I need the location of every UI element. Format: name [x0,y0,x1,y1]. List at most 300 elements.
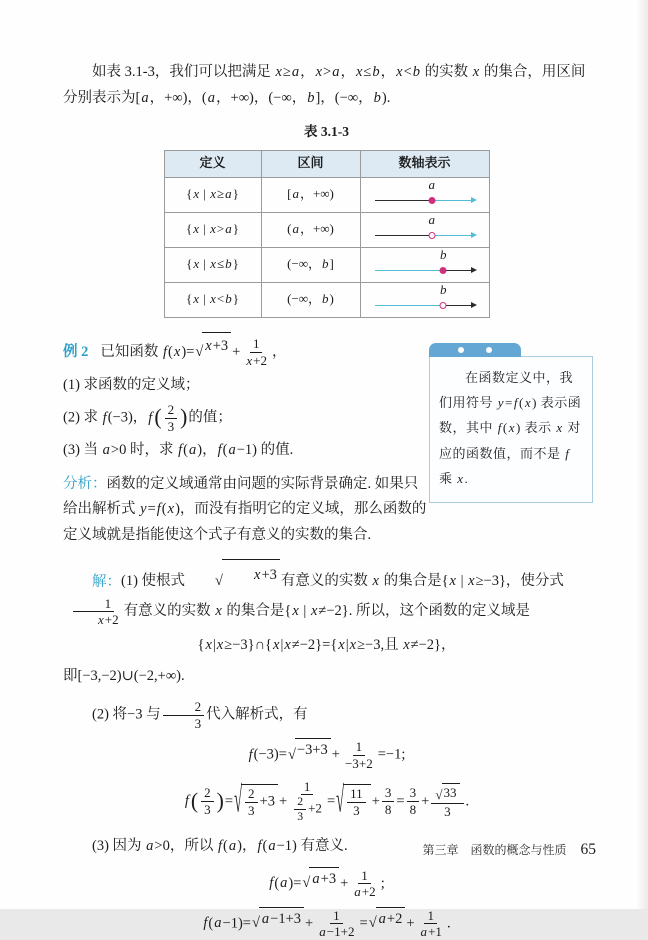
fraction [350,868,378,900]
column-header-interval: 区间 [261,150,360,177]
note-box [429,356,593,503]
math-fragment: a [268,838,276,855]
math-fragment: 在函数定义中，我们用符号 [439,369,574,411]
analysis-text [63,476,426,543]
interval-table [164,150,490,318]
math-fragment: f [217,442,222,459]
math-fragment: x [396,64,403,80]
math-fragment: 3 [409,785,417,801]
math-fragment [289,795,325,824]
math-fragment [342,756,376,772]
math-fragment: a [141,89,149,106]
math-fragment: a [207,89,216,106]
math-fragment: . [464,471,469,487]
number-line-label: b [439,281,447,297]
math-fragment: 已知函数 [100,343,162,360]
math-fragment: | [200,256,210,272]
math-fragment: ) [216,788,224,813]
math-fragment: ( [274,875,280,892]
math-fragment [350,803,363,819]
math-fragment: x [193,186,200,202]
footer-title: 函数的概念与性质 [470,843,567,857]
math-fragment: )= [288,875,302,892]
fraction [242,336,270,368]
math-fragment [201,785,214,802]
analysis-label: 分析： [63,475,107,492]
math-fragment: f [248,746,253,763]
math-fragment: 3 [384,785,392,801]
solution-part1-text [63,566,564,628]
math-fragment: x [167,501,175,518]
intro-paragraph [63,60,590,111]
math-fragment: | [280,636,284,653]
math-fragment: ≥−3}，使分式 [475,573,564,590]
math-fragment: ， [340,64,355,80]
math-fragment: 3 [444,803,451,819]
table-row [164,212,489,247]
math-fragment: x [468,573,475,590]
open-endpoint-dot [440,302,447,309]
math-fragment: ，+∞)，( [149,89,207,106]
math-fragment: ( [519,395,524,411]
math-fragment: a [214,915,222,932]
math-fragment: + [305,915,314,932]
math-fragment: | [456,573,468,590]
math-fragment: { [185,291,193,307]
example-statement-math [100,336,287,368]
interval-table-head [164,150,489,177]
fraction [407,785,420,817]
math-fragment: x [338,636,345,653]
cell-numberline [360,177,489,212]
math-fragment: 有意义的实数 [280,573,372,590]
math-fragment: +2 [386,910,403,927]
math-fragment [201,802,214,818]
math-fragment: ). [381,89,391,106]
math-fragment: a [319,924,326,940]
math-fragment [424,908,437,925]
sqrt-expression [186,559,280,589]
math-fragment: x [472,64,480,80]
cell-interval [261,177,360,212]
math-fragment: ≥ [217,186,225,202]
math-fragment: x [193,221,200,237]
math-fragment: ， [300,64,315,80]
number-line-segment [375,200,434,202]
math-fragment: } [232,186,239,202]
math-fragment [242,353,270,369]
math-fragment: } [232,221,239,237]
column-header-definition: 定义 [164,150,261,177]
math-fragment: ( [287,221,292,237]
math-fragment: ( [183,442,188,459]
math-fragment: ，+∞)，(−∞， [216,89,307,106]
math-fragment: f [163,343,168,360]
math-fragment: | [200,291,210,307]
math-fragment: 11 [350,786,363,802]
math-fragment: f [156,501,161,518]
fraction [201,785,214,817]
math-fragment: = [326,792,336,809]
math-fragment [358,868,371,885]
math-fragment: (−∞， [287,256,322,272]
math-fragment: −1) 的值. [236,442,294,459]
math-fragment [309,867,339,891]
radical-icon: √ [302,875,311,892]
math-fragment: ( [208,915,214,932]
math-fragment: −1) 有意义. [276,838,348,855]
radical-icon: √ [195,343,204,360]
math-fragment [241,784,278,818]
math-fragment: b [373,89,381,106]
math-fragment: a [261,910,270,927]
cell-definition [164,247,261,282]
sqrt-expression [435,783,459,801]
math-fragment: 3 [248,802,255,818]
math-fragment: [ [287,186,292,202]
math-fragment: + [421,792,430,809]
math-fragment: y [140,501,147,518]
math-fragment: 2 [167,402,175,418]
sqrt-expression [302,867,339,891]
math-fragment [259,907,304,931]
math-fragment: 2 [297,795,304,809]
math-fragment: x [215,603,222,620]
math-fragment: } [232,256,239,272]
math-fragment: x [508,420,516,436]
math-fragment: +2 [253,352,268,368]
fraction [431,783,463,819]
math-fragment [347,786,366,803]
math-fragment: ( [190,788,199,813]
table-row [164,247,489,282]
math-fragment: 代入解析式，有 [206,706,308,723]
math-fragment: ， [272,343,287,360]
equation-f-neg3 [63,738,590,771]
cell-numberline [360,247,489,282]
sqrt-expression [288,738,331,762]
sqrt-expression [336,781,371,822]
math-fragment [382,802,395,818]
number-line [373,178,477,212]
math-fragment: ]，(−∞， [315,89,373,106]
math-fragment: b [322,256,329,272]
page-footer [422,841,596,859]
radical-icon: √ [368,915,377,932]
math-fragment: )= [181,343,195,360]
math-fragment: b [225,256,232,272]
number-line-arrow-segment [443,305,471,307]
math-fragment: ， [380,64,396,80]
note-hole-icon [486,347,492,353]
math-fragment: f [217,838,223,855]
math-fragment [245,803,258,819]
math-fragment: ) [329,291,334,307]
math-fragment: +3 [320,870,337,887]
math-fragment [222,559,280,589]
sqrt-expression [369,907,406,931]
note-tab [429,343,521,357]
math-fragment: x [98,612,104,628]
math-fragment: =−1; [377,746,406,763]
math-fragment: ≥−3,且 [357,636,403,653]
math-fragment [350,884,378,900]
math-fragment: f [203,915,208,932]
math-fragment: ，+∞) [299,221,334,237]
math-fragment: >0 时，求 [110,442,178,459]
math-fragment [163,716,205,732]
math-fragment: { [185,221,193,237]
math-fragment: = [147,501,156,518]
cell-numberline [360,282,489,317]
fraction [315,908,357,940]
solution-label: 解： [92,573,121,590]
math-fragment: | [345,636,349,653]
fraction [347,786,366,818]
math-fragment: )， [237,838,257,855]
math-fragment: 函数的定义域通常由问题的实际背景确定. 如果只给出解析式 [63,475,419,518]
math-fragment: a [420,924,428,940]
math-fragment: a [280,875,288,892]
math-fragment: )， [197,442,217,459]
math-fragment: { [197,636,205,653]
math-fragment: x [216,636,224,653]
math-fragment: 3 [204,801,211,817]
math-fragment: (−∞， [287,291,322,307]
number-line-segment [375,235,434,237]
math-fragment: x [254,566,261,583]
math-fragment: ≥ [282,64,291,80]
math-fragment: )，而没有指明它的定义域，那么函数的定义域就是指能使这个式子有意义的实数的集合. [63,501,427,543]
math-fragment: b [412,64,421,80]
number-line [373,248,477,282]
math-fragment [407,802,420,818]
math-fragment [165,402,178,419]
radical-icon: √ [251,915,260,932]
math-fragment: 对应的函数值，而不是 [439,420,581,461]
math-fragment: 1 [427,907,435,923]
math-fragment: f [102,409,107,426]
math-fragment: −1+2 [326,924,355,940]
math-fragment: ( [154,405,162,430]
math-fragment: a [292,186,299,202]
math-fragment: −3+2 [344,755,373,771]
math-fragment: ) 表示 [516,420,556,436]
math-fragment: 1 [303,778,311,794]
math-fragment [407,785,420,802]
math-fragment: | [299,603,310,620]
math-fragment: f [257,838,262,855]
math-fragment: + [331,746,340,763]
radical-icon: √ [215,573,224,590]
footer-chapter: 第三章 [422,843,459,857]
math-fragment [202,332,231,360]
math-fragment: x [349,636,357,653]
math-fragment: ≥−3}∩{ [224,636,273,653]
math-fragment: + [371,792,380,809]
number-line-arrow-segment [432,235,472,237]
math-fragment: = [224,792,234,809]
math-fragment: (1) 使根式 [121,573,186,590]
solution-part1-result [63,664,590,690]
cell-interval [261,247,360,282]
math-fragment [431,783,463,803]
equation-domain-intersection [63,635,590,657]
math-fragment: a [291,64,300,80]
example-label: 例 2 [63,343,89,360]
math-fragment: >0，所以 [154,838,217,855]
math-fragment: ) [180,405,188,430]
math-fragment [382,785,395,802]
math-fragment: . [465,792,470,809]
math-fragment: 如表 3.1-3，我们可以把满足 [92,64,275,80]
radical-icon: √ [336,781,345,822]
solution-section [63,559,590,940]
math-fragment: a [332,64,340,80]
fraction [165,402,178,434]
math-fragment: 1 [333,907,340,923]
math-fragment [315,924,357,940]
example-and-note-row [63,330,590,549]
filled-endpoint-dot [440,267,447,274]
math-fragment: x [524,395,532,411]
math-fragment: f [184,792,189,809]
math-fragment: (3) 当 [63,442,102,459]
math-fragment: ≠−2}， [410,636,456,653]
math-fragment: > [323,64,332,80]
math-fragment: a [378,910,386,927]
math-fragment [295,738,331,762]
math-fragment [330,908,343,925]
solution-part2-head [63,699,590,731]
math-fragment: (2) 将−3 与 [92,706,161,723]
math-fragment: 即[−3,−2)∪(−2,+∞). [63,667,185,684]
math-fragment: x [292,603,299,620]
math-fragment [65,612,122,628]
math-fragment: f [148,409,153,426]
fraction [382,785,395,817]
math-fragment: 8 [384,801,392,817]
math-fragment: −1)= [222,915,251,932]
math-fragment: | [212,636,216,653]
math-fragment: a [228,442,236,459]
equation-f-a [63,867,590,900]
math-fragment: x [556,420,563,436]
math-fragment: | [200,221,210,237]
math-fragment: 的集合，用区间分别表示为[ [63,64,586,106]
math-fragment [294,810,306,824]
cell-definition [164,282,261,317]
equation-f-a-minus-1 [63,907,590,940]
cell-numberline [360,212,489,247]
math-fragment: 2 [248,786,255,802]
math-fragment: x [205,337,212,354]
math-fragment: ( [161,501,167,518]
cell-interval [261,282,360,317]
number-line-segment [375,305,446,307]
fraction [294,795,306,824]
math-fragment: −1+3 [270,910,302,927]
math-fragment: x [246,352,253,368]
radical-icon: √ [435,787,443,803]
math-fragment: x [173,343,181,360]
math-fragment: 1 [104,595,112,611]
radical-icon: √ [287,746,296,763]
math-fragment: ) 表示函数，其中 [439,395,582,436]
math-fragment: + [406,915,415,932]
math-fragment: x [372,573,379,590]
math-fragment: f [178,442,183,459]
example-column [63,330,429,549]
math-fragment: 2 [194,699,202,715]
math-fragment: 的集合是{ [222,603,292,620]
math-fragment: x [210,256,217,272]
example-statement [63,332,429,369]
math-fragment: = [505,395,513,411]
math-fragment [442,783,460,801]
number-line [373,213,477,247]
math-fragment: x [310,603,318,620]
math-fragment: 3 [297,810,304,824]
math-fragment: a [225,221,232,237]
filled-endpoint-dot [428,197,435,204]
math-fragment: 3 [194,715,202,731]
math-fragment: x [403,636,410,653]
math-fragment: ( [223,838,228,855]
column-header-numberline: 数轴表示 [360,150,489,177]
math-fragment: (1) 求函数的定义域； [63,376,200,393]
math-fragment [301,779,314,796]
math-fragment: +3 [259,793,276,810]
example-item-2 [63,402,429,434]
fraction [342,739,376,771]
math-fragment: ] [329,256,334,272]
math-fragment: = [396,792,405,809]
number-line-label: a [428,211,436,227]
fraction [245,786,258,818]
math-fragment: ≤ [217,256,225,272]
example-item-3 [63,438,429,464]
math-fragment: { [186,186,193,202]
sqrt-expression [195,332,231,360]
math-fragment: 的值； [188,409,232,426]
math-fragment: x [273,636,280,653]
sqrt-expression [252,907,304,931]
math-fragment: 33 [443,785,457,801]
math-fragment: } [232,291,239,307]
number-line-segment [375,270,446,272]
math-fragment: b [225,291,232,307]
note-text [439,365,583,492]
math-fragment [294,795,306,810]
example-item-1 [63,373,429,399]
footer-page-number: 65 [580,841,596,858]
math-fragment: > [216,221,225,237]
math-fragment: 1 [355,739,363,755]
math-fragment: 1 [252,336,260,352]
math-fragment: . [446,915,451,932]
math-fragment: | [200,186,210,202]
table-row [164,177,489,212]
math-fragment [245,786,258,803]
math-fragment: a [188,442,197,459]
math-fragment: 1 [361,867,368,883]
math-fragment: (−3)， [107,409,148,426]
math-fragment: x [210,221,216,237]
math-fragment: a [228,838,237,855]
math-fragment: b [372,64,380,80]
math-fragment: ( [168,343,173,360]
